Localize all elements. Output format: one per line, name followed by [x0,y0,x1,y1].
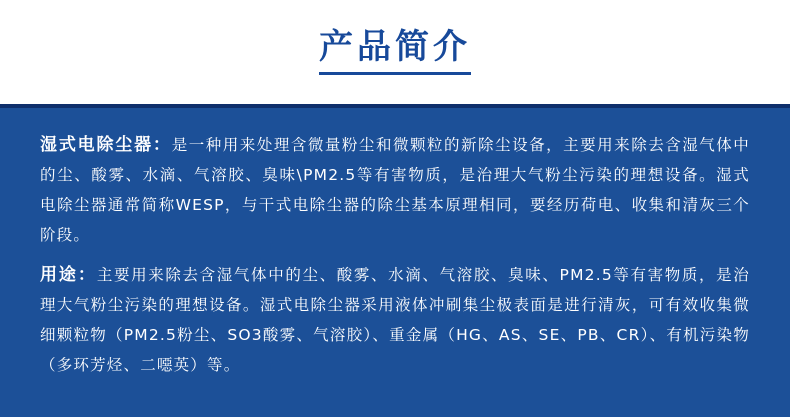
paragraph-body-text: 是一种用来处理含微量粉尘和微颗粒的新除尘设备，主要用来除去含湿气体中的尘、酸雾、水滴、气溶胶、臭味\PM2.5等有害物质，是治理大气粉尘污染的理想设备。湿式电除尘器通常简称WESP，与干式电除尘器的除尘基本原理相同，要经历荷电、收集和清灰三个阶段。 [40,136,751,244]
content-panel [0,108,790,417]
page-header [0,0,790,104]
paragraph-body-text: 主要用来除去含湿气体中的尘、酸雾、水滴、气溶胶、臭味、PM2.5等有害物质，是治理大气粉尘污染的理想设备。湿式电除尘器采用液体冲刷集尘极表面是进行清灰，可有效收集微细颗粒物（PM2.5粉尘、SO3酸雾、气溶胶）、重金属（HG、AS、SE、PB、CR）、有机污染物（多环芳烃、二噁英）等。 [40,266,750,374]
page-title: 产品简介 [319,29,471,75]
paragraph-usage [40,260,750,380]
paragraph-lead-label: 湿式电除尘器： [40,135,172,155]
paragraph-wet-esp [40,130,750,250]
paragraph-lead-label: 用途： [40,265,97,285]
